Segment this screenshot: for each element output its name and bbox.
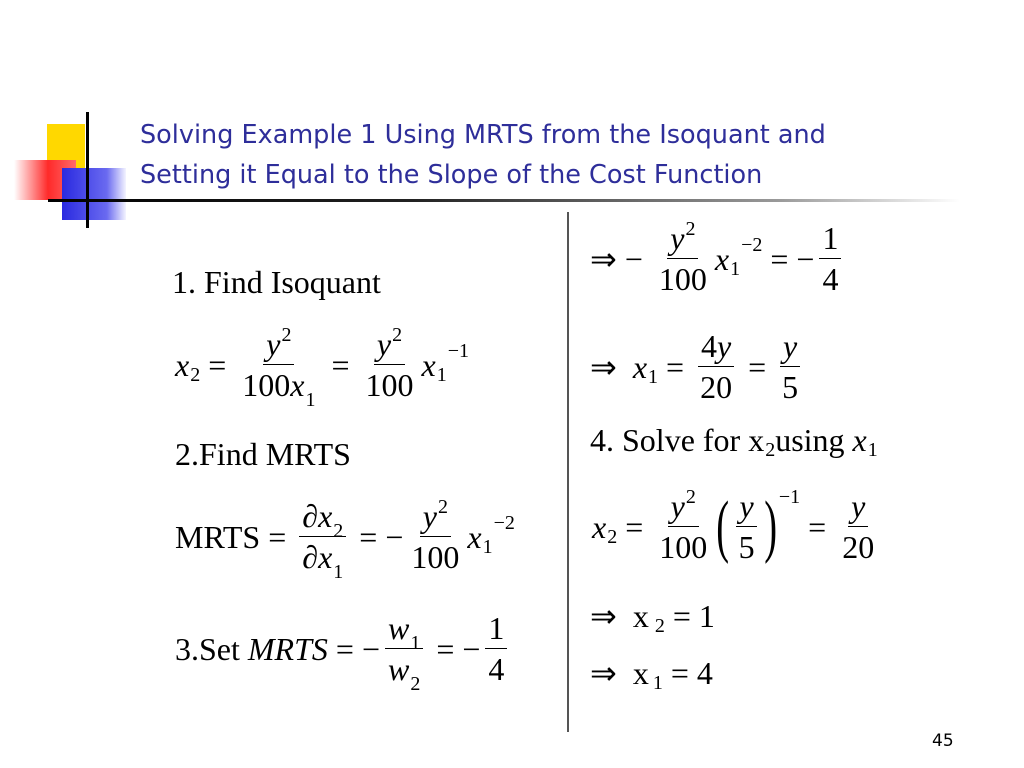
r1-minus-a: − bbox=[624, 240, 643, 277]
r3-x2-sub: 2 bbox=[607, 525, 618, 548]
r2-frac-a-4: 4 bbox=[700, 328, 717, 364]
eq3-wage-frac bbox=[385, 610, 423, 695]
eq3-quarter-frac bbox=[485, 612, 507, 685]
r2-frac-b bbox=[779, 330, 801, 403]
eq2-partial-frac bbox=[299, 498, 346, 583]
r2-frac-a-y: y bbox=[716, 328, 732, 364]
r3-paren-close: ) bbox=[763, 487, 777, 565]
eq1-frac-a bbox=[239, 324, 318, 411]
eq3-mrts: MRTS bbox=[247, 630, 328, 667]
step-2-text: 2.Find MRTS bbox=[175, 436, 351, 472]
eq1-frac-b-100: 100 bbox=[365, 367, 414, 403]
eq2-equals-b: = bbox=[359, 518, 378, 555]
r3-frac-b bbox=[736, 490, 758, 563]
r1-quarter bbox=[819, 222, 841, 295]
eq2-frac-100: 100 bbox=[411, 539, 460, 575]
r5-equals: = bbox=[670, 655, 689, 691]
eq2-partial-bottom-sub: 1 bbox=[333, 561, 344, 583]
eq1-frac-a-sub: 1 bbox=[305, 389, 316, 411]
eq3-minus-a: − bbox=[361, 630, 380, 667]
eq2-x1-sup: −2 bbox=[493, 511, 515, 534]
r1-quarter-den: 4 bbox=[822, 261, 839, 297]
step-1-text: 1. Find Isoquant bbox=[172, 264, 381, 300]
r3-frac-b-5: 5 bbox=[738, 529, 755, 565]
slide-title-line-1: Solving Example 1 Using MRTS from the Isoquant and bbox=[140, 120, 826, 150]
r1-implies: ⇒ bbox=[590, 240, 617, 277]
right-eq-2 bbox=[590, 330, 806, 403]
eq1-frac-a-x: x bbox=[290, 367, 305, 403]
eq2-mrts: MRTS bbox=[175, 518, 261, 555]
eq1-x1-sup: −1 bbox=[447, 339, 469, 362]
r3-frac-a-sup: 2 bbox=[685, 486, 696, 508]
isoquant-equation bbox=[175, 324, 469, 411]
step-2-label bbox=[175, 438, 351, 470]
eq2-x1: x bbox=[467, 518, 482, 555]
r1-equals: = bbox=[770, 240, 789, 277]
eq3-w1: w bbox=[387, 610, 410, 646]
eq3-w1-sub: 1 bbox=[410, 632, 421, 654]
eq2-minus: − bbox=[385, 518, 404, 555]
r3-equals-a: = bbox=[625, 508, 644, 545]
column-divider bbox=[567, 212, 569, 732]
eq2-partial-bottom-x: x bbox=[318, 539, 333, 575]
step-4-using: using bbox=[775, 422, 845, 458]
r1-frac-100: 100 bbox=[658, 261, 707, 297]
page-number: 45 bbox=[932, 731, 954, 751]
result-x2 bbox=[590, 598, 715, 637]
slide-title bbox=[140, 115, 1000, 195]
slide-title-line-2: Setting it Equal to the Slope of the Cost Function bbox=[140, 160, 763, 190]
step-4-sub: 2 bbox=[765, 439, 776, 461]
r1-x1-sub: 1 bbox=[730, 257, 741, 280]
eq3-quarter-num: 1 bbox=[485, 612, 507, 649]
eq2-equals-a: = bbox=[268, 518, 287, 555]
decor-blue-square bbox=[62, 168, 126, 220]
r1-frac-sup: 2 bbox=[685, 218, 696, 240]
r3-frac-c bbox=[839, 490, 877, 563]
eq1-frac-b-sup: 2 bbox=[392, 324, 403, 346]
eq1-equals-a: = bbox=[208, 346, 227, 383]
eq1-x-sub: 2 bbox=[190, 363, 201, 386]
r2-x1: x bbox=[632, 348, 648, 385]
r2-frac-b-5: 5 bbox=[782, 369, 799, 405]
step-1-label bbox=[172, 266, 381, 298]
step-3-equation bbox=[175, 610, 512, 695]
r2-x1-sub: 1 bbox=[648, 365, 659, 388]
r1-x1-sup: −2 bbox=[741, 233, 763, 256]
r2-equals-a: = bbox=[666, 348, 685, 385]
result-x1 bbox=[590, 655, 713, 694]
eq1-x1-sub: 1 bbox=[436, 363, 447, 386]
r5-implies: ⇒ bbox=[590, 655, 617, 691]
r3-frac-a-y: y bbox=[670, 488, 685, 524]
mrts-equation bbox=[175, 496, 515, 583]
r4-x-sub: 2 bbox=[654, 615, 665, 637]
eq2-frac bbox=[408, 496, 462, 575]
eq3-minus-b: − bbox=[462, 630, 481, 667]
eq2-partial-bottom: ∂ bbox=[302, 539, 319, 575]
eq3-w2-sub: 2 bbox=[410, 673, 421, 695]
r1-frac-y: y bbox=[670, 220, 685, 256]
r2-frac-a bbox=[697, 330, 735, 403]
r3-x2: x bbox=[592, 508, 607, 545]
r4-x: x bbox=[632, 598, 649, 634]
r1-frac bbox=[656, 218, 710, 297]
step-4-x1: x bbox=[852, 422, 867, 458]
eq2-frac-sup: 2 bbox=[437, 496, 448, 518]
eq1-x1: x bbox=[421, 346, 436, 383]
eq1-frac-b bbox=[363, 324, 417, 403]
eq2-frac-y: y bbox=[422, 498, 437, 534]
eq2-x1-sub: 1 bbox=[482, 535, 493, 558]
eq3-equals-a: = bbox=[335, 630, 354, 667]
r5-value: 4 bbox=[696, 655, 713, 691]
step-4-x1-sub: 1 bbox=[867, 439, 878, 461]
r3-frac-a bbox=[656, 486, 710, 565]
eq3-equals-b: = bbox=[436, 630, 455, 667]
eq2-partial-top: ∂ bbox=[302, 498, 319, 534]
eq1-frac-a-sup: 2 bbox=[281, 324, 292, 346]
right-eq-1 bbox=[590, 218, 846, 297]
r3-frac-a-100: 100 bbox=[659, 529, 708, 565]
eq3-w2: w bbox=[387, 651, 410, 687]
step-4-label bbox=[590, 422, 878, 461]
eq2-partial-top-sub: 2 bbox=[333, 520, 344, 542]
eq2-partial-top-x: x bbox=[318, 498, 333, 534]
title-underline bbox=[48, 199, 960, 202]
r5-x: x bbox=[632, 655, 649, 691]
step-3-prefix: 3.Set bbox=[175, 630, 240, 667]
eq1-frac-b-y: y bbox=[376, 326, 392, 362]
eq3-quarter-den: 4 bbox=[488, 651, 505, 687]
r2-equals-b: = bbox=[748, 348, 767, 385]
r2-frac-a-20: 20 bbox=[700, 369, 733, 405]
r1-x1: x bbox=[714, 240, 730, 277]
eq1-frac-a-y: y bbox=[266, 326, 281, 362]
r3-frac-c-y: y bbox=[848, 490, 868, 527]
eq1-x: x bbox=[175, 346, 190, 383]
r3-equals-b: = bbox=[808, 508, 827, 545]
decor-vertical-line bbox=[86, 112, 89, 228]
r1-minus-b: − bbox=[796, 240, 815, 277]
eq1-frac-a-100: 100 bbox=[242, 367, 291, 403]
r1-quarter-num: 1 bbox=[819, 222, 841, 259]
r2-implies: ⇒ bbox=[590, 348, 617, 385]
r4-value: 1 bbox=[698, 598, 715, 634]
r3-frac-c-20: 20 bbox=[842, 529, 875, 565]
r5-x-sub: 1 bbox=[652, 672, 663, 694]
r4-equals: = bbox=[672, 598, 691, 634]
step-4-text: 4. Solve for x bbox=[590, 422, 765, 458]
r3-paren-open: ( bbox=[716, 487, 730, 565]
r3-sup-neg1: −1 bbox=[778, 485, 801, 508]
r2-frac-b-y: y bbox=[780, 330, 800, 367]
r4-implies: ⇒ bbox=[590, 598, 617, 634]
eq1-equals-b: = bbox=[331, 346, 350, 383]
r3-frac-b-y: y bbox=[736, 490, 756, 527]
right-eq-3 bbox=[592, 485, 882, 565]
